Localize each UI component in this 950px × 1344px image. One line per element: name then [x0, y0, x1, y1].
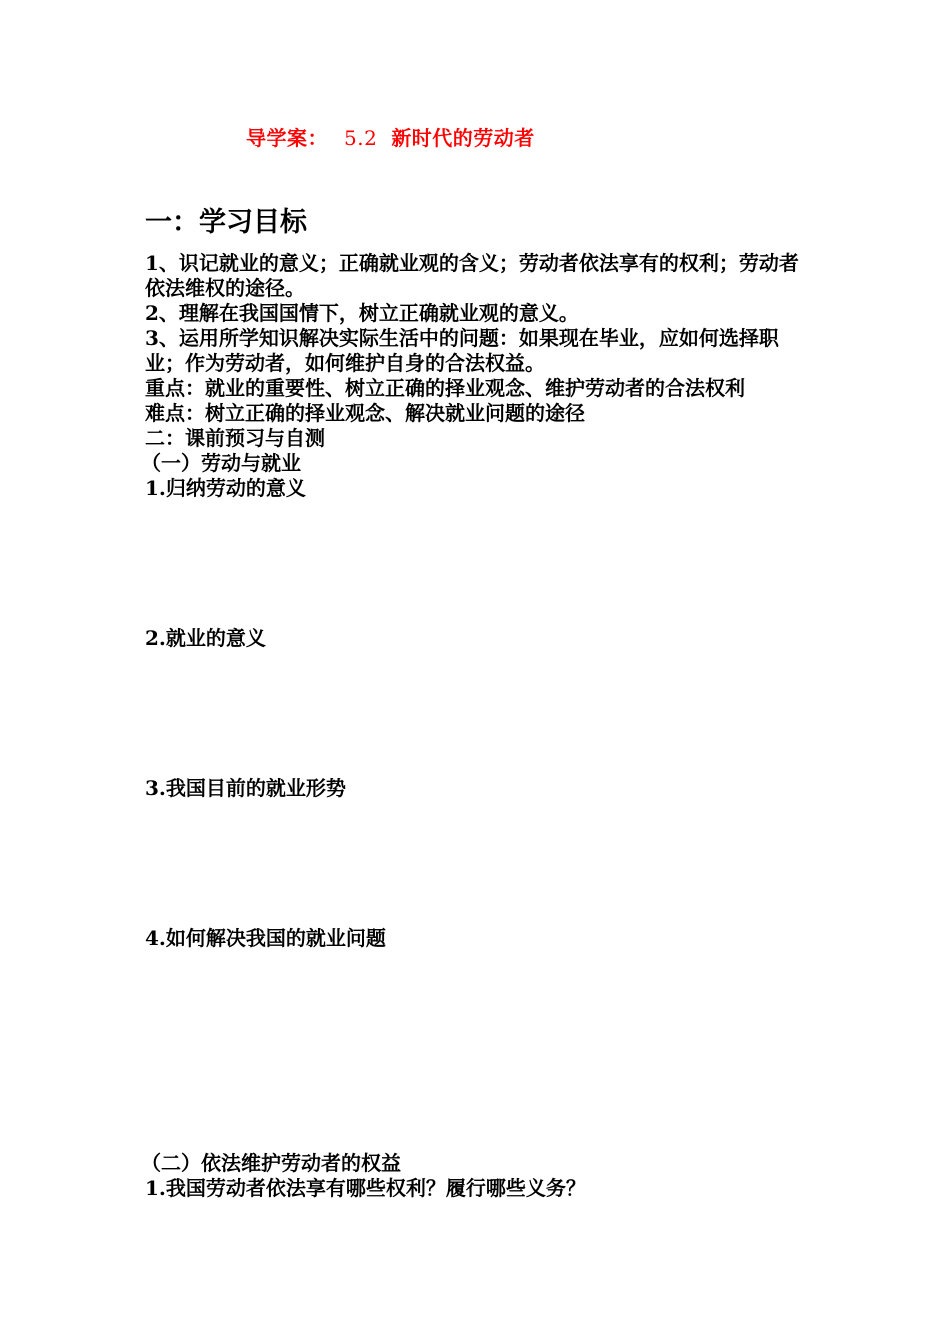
title-number: 5.2 — [344, 126, 378, 150]
answer-space-4 — [145, 951, 815, 1151]
question-2: 2.就业的意义 — [145, 626, 266, 650]
subsection-worker-rights: （二）依法维护劳动者的权益 — [141, 1151, 401, 1175]
answer-space-1 — [145, 501, 815, 626]
question-5: 1.我国劳动者依法享有哪些权利？履行哪些义务？ — [145, 1176, 586, 1200]
title-text: 新时代的劳动者 — [391, 126, 535, 150]
question-4: 4.如何解决我国的就业问题 — [145, 926, 386, 950]
objective-item-2: 2、理解在我国国情下，树立正确就业观的意义。 — [145, 301, 579, 325]
title-prefix: 导学案： — [246, 126, 328, 150]
answer-space-3 — [145, 801, 815, 926]
section-heading-objectives: 一：学习目标 — [145, 207, 307, 238]
question-3: 3.我国目前的就业形势 — [145, 776, 346, 800]
objective-item-1: 1、识记就业的意义；正确就业观的含义；劳动者依法享有的权利；劳动者依法维权的途径。 — [145, 251, 799, 300]
document-title — [246, 122, 535, 151]
difficult-point: 难点：树立正确的择业观念、解决就业问题的途径 — [145, 401, 585, 425]
question-1: 1.归纳劳动的意义 — [145, 476, 306, 500]
subsection-labor-employment: （一）劳动与就业 — [141, 451, 301, 475]
document-body — [141, 205, 815, 1201]
objective-item-3: 3、运用所学知识解决实际生活中的问题：如果现在毕业，应如何选择职业；作为劳动者，如何维护自身的合法权益。 — [145, 326, 779, 375]
section-heading-preview: 二：课前预习与自测 — [145, 426, 325, 450]
key-point: 重点：就业的重要性、树立正确的择业观念、维护劳动者的合法权利 — [145, 376, 745, 400]
answer-space-2 — [145, 651, 815, 776]
